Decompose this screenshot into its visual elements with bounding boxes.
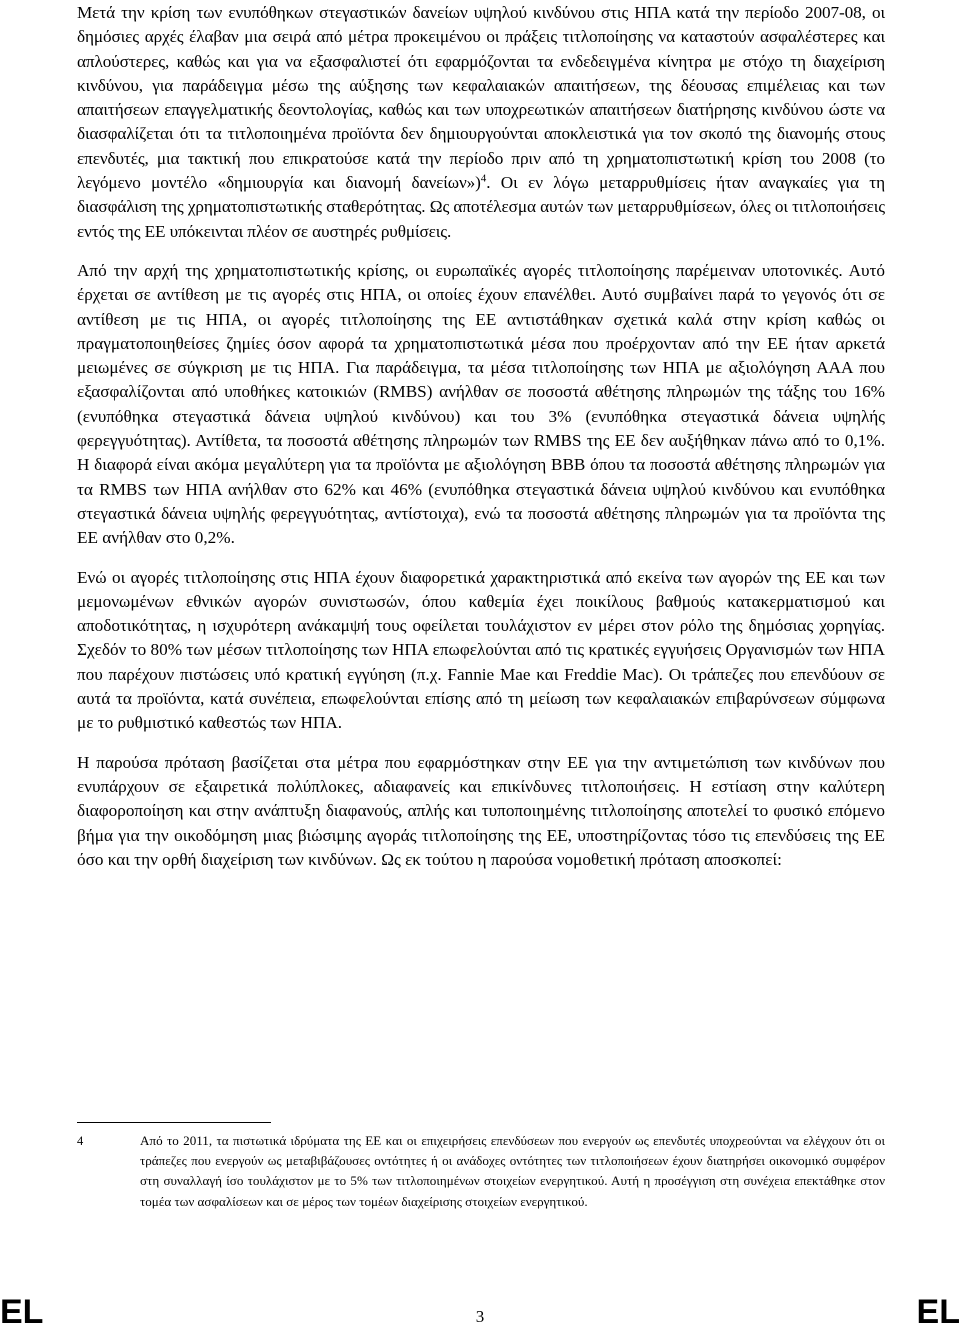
footnote-separator bbox=[77, 1122, 271, 1123]
paragraph-1-text-cont: . Οι εν λόγω μεταρρυθμίσεις ήταν αναγκαίες για τη διασφάλιση της χρηματοπιστωτικής σταθερότητας. Ως αποτέλεσμα αυτών των μεταρρυθμίσεων, όλες οι τιτλοποιήσεις εντός της ΕΕ υπόκεινται πλέον σε αυστηρές ρυθμίσεις. bbox=[77, 173, 885, 241]
footnote-text: Από το 2011, τα πιστωτικά ιδρύματα της ΕΕ και οι επιχειρήσεις επενδύσεων που ενεργούν ως επενδυτές υποχρεούνται να ελέγχουν ότι οι τράπεζες που ενεργούν ως μεταβιβάζουσες οντότητες ή οι ανάδοχες οντότητες των τιτλοποιήσεων έχουν διατηρήσει οικονομικό συμφέρον στη συναλλαγή ίσο τουλάχιστον με το 5% των τιτλοποιημένων στοιχείων ενεργητικού. Αυτή η προσέγγιση στη συνέχεια επεκτάθηκε στον τομέα των ασφαλίσεων και σε μέρος των τομέων διαχείρισης στοιχείων ενεργητικού. bbox=[140, 1133, 885, 1209]
document-body bbox=[77, 0, 885, 872]
footnote-number: 4 bbox=[77, 1134, 84, 1148]
footnote bbox=[77, 1131, 885, 1212]
paragraph-3: Ενώ οι αγορές τιτλοποίησης στις ΗΠΑ έχουν διαφορετικά χαρακτηριστικά από εκείνα των αγορών της ΕΕ και των μεμονωμένων εθνικών αγορών συνιστωσών, όπου καθεμία έχει ποικίλους βαθμούς κατακερματισμού και αποδοτικότητας, η ισχυρότερη ανάκαμψή τους οφείλεται τουλάχιστον εν μέρει στον ρόλο της δημόσιας χορηγίας. Σχεδόν το 80% των μέσων τιτλοποίησης των ΗΠΑ επωφελούνται από τις κρατικές εγγυήσεις Οργανισμών των ΗΠΑ που παρέχουν πιστώσεις υπό κρατική εγγύηση (π.χ. Fannie Mae και Freddie Mac). Οι τράπεζες που επενδύουν σε αυτά τα προϊόντα, κατά συνέπεια, επωφελούνται επίσης από τη μείωση των κεφαλαιακών επιβαρύνσεων σύμφωνα με το ρυθμιστικό καθεστώς των ΗΠΑ. bbox=[77, 567, 885, 733]
paragraph-2: Από την αρχή της χρηματοπιστωτικής κρίσης, οι ευρωπαϊκές αγορές τιτλοποίησης παρέμειναν υποτονικές. Αυτό έρχεται σε αντίθεση με τις αγορές στις ΗΠΑ, οι οποίες έχουν επανέλθει. Αυτό συμβαίνει παρά το γεγονός ότι σε αντίθεση με τις ΗΠΑ, οι αγορές τιτλοποίησης της ΕΕ αντιστάθηκαν σχετικά καλά στην κρίση καθώς οι πραγματοποιηθείσες ζημίες όσον αφορά τα χρηματοπιστωτικά μέσα που προέρχονταν από την ΕΕ ήταν αρκετά μειωμένες σε σύγκριση με τις ΗΠΑ. Για παράδειγμα, τα μέσα τιτλοποίησης των ΗΠΑ με αξιολόγηση ΑΑΑ που εξασφαλίζονται από υποθήκες κατοικιών (RMBS) ανήλθαν σε ποσοστά αθέτησης πληρωμών της τάξης του 16% (ενυπόθηκα στεγαστικά δάνεια υψηλού κινδύνου) και του 3% (ενυπόθηκα στεγαστικά δάνεια υψηλής φερεγγυότητας). Αντίθετα, τα ποσοστά αθέτησης πληρωμών των RMBS της ΕΕ δεν αυξήθηκαν πάνω από το 0,1%. Η διαφορά είναι ακόμα μεγαλύτερη για τα προϊόντα με αξιολόγηση BBB όπου τα ποσοστά αθέτησης πληρωμών για τα RMBS των ΗΠΑ ανήλθαν στο 62% και 46% (ενυπόθηκα στεγαστικά δάνεια υψηλού κινδύνου και ενυπόθηκα στεγαστικά δάνεια υψηλής φερεγγυότητας, αντίστοιχα), ενώ τα ποσοστά αθέτησης πληρωμών για τα προϊόντα της ΕΕ ανήλθαν στο 0,2%. bbox=[77, 260, 885, 548]
page-number: 3 bbox=[475, 1307, 485, 1326]
paragraph-4: Η παρούσα πρόταση βασίζεται στα μέτρα που εφαρμόστηκαν στην ΕΕ για την αντιμετώπιση των κινδύνων που ενυπάρχουν σε εξαιρετικά πολύπλοκες, αδιαφανείς και επικίνδυνες τιτλοποιήσεις. Η εστίαση στην καλύτερη διαφοροποίηση και στην ανάπτυξη διαφανούς, απλής και τυποποιημένης τιτλοποίησης αποτελεί το φυσικό επόμενο βήμα για την οικοδόμηση μιας βιώσιμης αγοράς τιτλοποίησης της ΕΕ, υποστηρίζοντας τόσο τις επενδύσεις της ΕΕ όσο και την ορθή διαχείριση των κινδύνων. Ως εκ τούτου η παρούσα νομοθετική πρόταση αποσκοπεί: bbox=[77, 752, 885, 869]
footnote-ref-4[interactable]: 4 bbox=[480, 172, 487, 185]
paragraph-1 bbox=[77, 1, 885, 244]
page-footer bbox=[0, 1292, 960, 1332]
footer-language-right: EL bbox=[916, 1293, 960, 1331]
paragraph-1-text: Μετά την κρίση των ενυπόθηκων στεγαστικών δανείων υψηλού κινδύνου στις ΗΠΑ κατά την περίοδο 2007-08, οι δημόσιες αρχές έλαβαν μια σειρά από μέτρα προκειμένου οι πράξεις τιτλοποίησης να καταστούν ασφαλέστερες και απλούστερες, καθώς και για να εξασφαλιστεί ότι εφαρμόζονται τα ενδεδειγμένα κίνητρα με στόχο τη διαχείριση κινδύνου, για παράδειγμα μέσω της αύξησης των κεφαλαιακών απαιτήσεων, της δέουσας επιμέλειας και των απαιτήσεων επαγγελματικής δεοντολογίας, καθώς και των υποχρεωτικών απαιτήσεων διατήρησης κινδύνου ώστε να διασφαλίζεται ότι τα τιτλοποιημένα προϊόντα δεν δημιουργούνται αποκλειστικά για τον σκοπό της διανομής στους επενδυτές, μια τακτική που επικρατούσε κατά την περίοδο πριν από τη χρηματοπιστωτική κρίση του 2008 (το λεγόμενο μοντέλο «δημιουργία και διανομή δανείων») bbox=[77, 3, 885, 193]
footer-language-left: EL bbox=[0, 1293, 44, 1331]
